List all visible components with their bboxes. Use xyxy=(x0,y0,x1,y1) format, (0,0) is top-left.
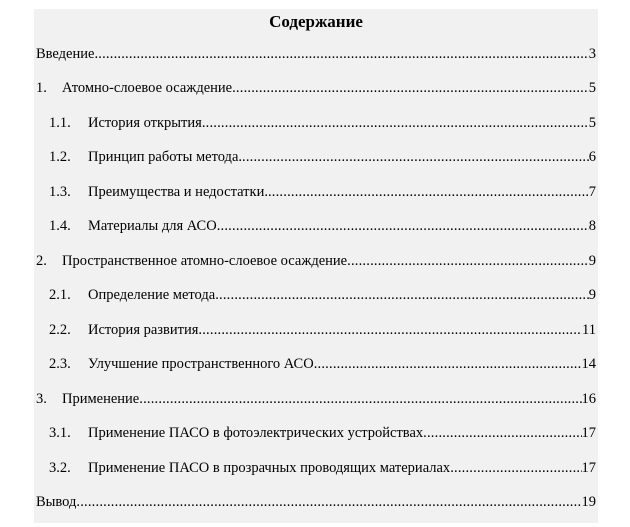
toc-leader xyxy=(314,354,582,374)
toc-leader xyxy=(94,44,588,64)
toc-entry-3-1[interactable] xyxy=(49,423,596,443)
toc-page-number: 19 xyxy=(581,494,596,510)
toc-leader xyxy=(450,458,581,478)
toc-entry-2-1[interactable] xyxy=(49,285,596,305)
toc-entry-1-2[interactable] xyxy=(49,147,596,167)
toc-entry-label: История развития xyxy=(88,322,199,338)
toc-entry-number: 1.3. xyxy=(49,184,71,200)
toc-entry-label: Вывод xyxy=(36,494,77,510)
toc-page-number: 9 xyxy=(588,253,596,269)
toc-entry-number: 2.2. xyxy=(49,322,71,338)
toc-leader xyxy=(198,320,582,340)
toc-entry-number: 2.3. xyxy=(49,356,71,372)
toc-page-number: 17 xyxy=(581,460,596,476)
toc-entry-number: 1.4. xyxy=(49,218,71,234)
toc-leader xyxy=(242,147,589,167)
toc-entry-number: 1.2. xyxy=(49,149,71,165)
toc-leader xyxy=(268,182,589,202)
toc-entry-number: 1. xyxy=(36,80,47,96)
toc-leader xyxy=(347,251,589,271)
toc-entry-introduction[interactable] xyxy=(36,44,596,64)
toc-entry-label: Введение xyxy=(36,46,95,62)
toc-entry-label: Улучшение пространственного АСО xyxy=(88,356,314,372)
toc-entry-1-4[interactable] xyxy=(49,216,596,236)
toc-entry-1-3[interactable] xyxy=(49,182,596,202)
toc-entry-label: Применение ПАСО в прозрачных проводящих материалах xyxy=(88,460,451,476)
toc-entry-number: 3.1. xyxy=(49,425,71,441)
toc-page-number: 8 xyxy=(588,218,596,234)
toc-page-number: 5 xyxy=(588,80,596,96)
toc-entry-label: Определение метода xyxy=(88,287,216,303)
toc-entry-label: Применение ПАСО в фотоэлектрических устройствах xyxy=(88,425,424,441)
toc-entry-label: Материалы для АСО xyxy=(88,218,217,234)
toc-leader xyxy=(232,78,589,98)
toc-leader xyxy=(139,389,581,409)
toc-entry-3-2[interactable] xyxy=(49,458,596,478)
toc-entry-label: Пространственное атомно-слоевое осаждение xyxy=(62,253,348,269)
toc-page-number: 14 xyxy=(581,356,596,372)
toc-entry-label: Принцип работы метода. xyxy=(88,149,242,165)
toc-entry-label: Применение xyxy=(62,391,140,407)
toc-leader xyxy=(217,216,589,236)
toc-page-number: 9 xyxy=(588,287,596,303)
toc-page-number: 7 xyxy=(588,184,596,200)
toc-entry-number: 1.1. xyxy=(49,115,71,131)
document-page xyxy=(34,9,598,523)
toc-entry-label: Преимущества и недостатки. xyxy=(88,184,268,200)
toc-page-number: 5 xyxy=(588,115,596,131)
toc-entry-number: 3.2. xyxy=(49,460,71,476)
toc-leader xyxy=(423,423,581,443)
toc-entry-2-3[interactable] xyxy=(49,354,596,374)
toc-entry-number: 3. xyxy=(36,391,47,407)
toc-entry-number: 2. xyxy=(36,253,47,269)
toc-entry-label: История открытия xyxy=(88,115,202,131)
toc-entry-number: 2.1. xyxy=(49,287,71,303)
toc-entry-label: Атомно-слоевое осаждение xyxy=(62,80,233,96)
toc-entry-3[interactable] xyxy=(36,389,596,409)
toc-entry-2[interactable] xyxy=(36,251,596,271)
toc-page-number: 3 xyxy=(588,46,596,62)
toc-page-number: 11 xyxy=(582,322,596,338)
toc-entry-1-1[interactable] xyxy=(49,113,596,133)
toc-page-number: 6 xyxy=(588,149,596,165)
toc-page-number: 17 xyxy=(581,425,596,441)
toc-leader xyxy=(215,285,589,305)
toc-title: Содержание xyxy=(269,12,363,31)
toc-entry-conclusion[interactable] xyxy=(36,492,596,512)
toc-page-number: 16 xyxy=(581,391,596,407)
toc-entry-1[interactable] xyxy=(36,78,596,98)
toc-entry-2-2[interactable] xyxy=(49,320,596,340)
toc-leader xyxy=(202,113,589,133)
toc-leader xyxy=(76,492,581,512)
